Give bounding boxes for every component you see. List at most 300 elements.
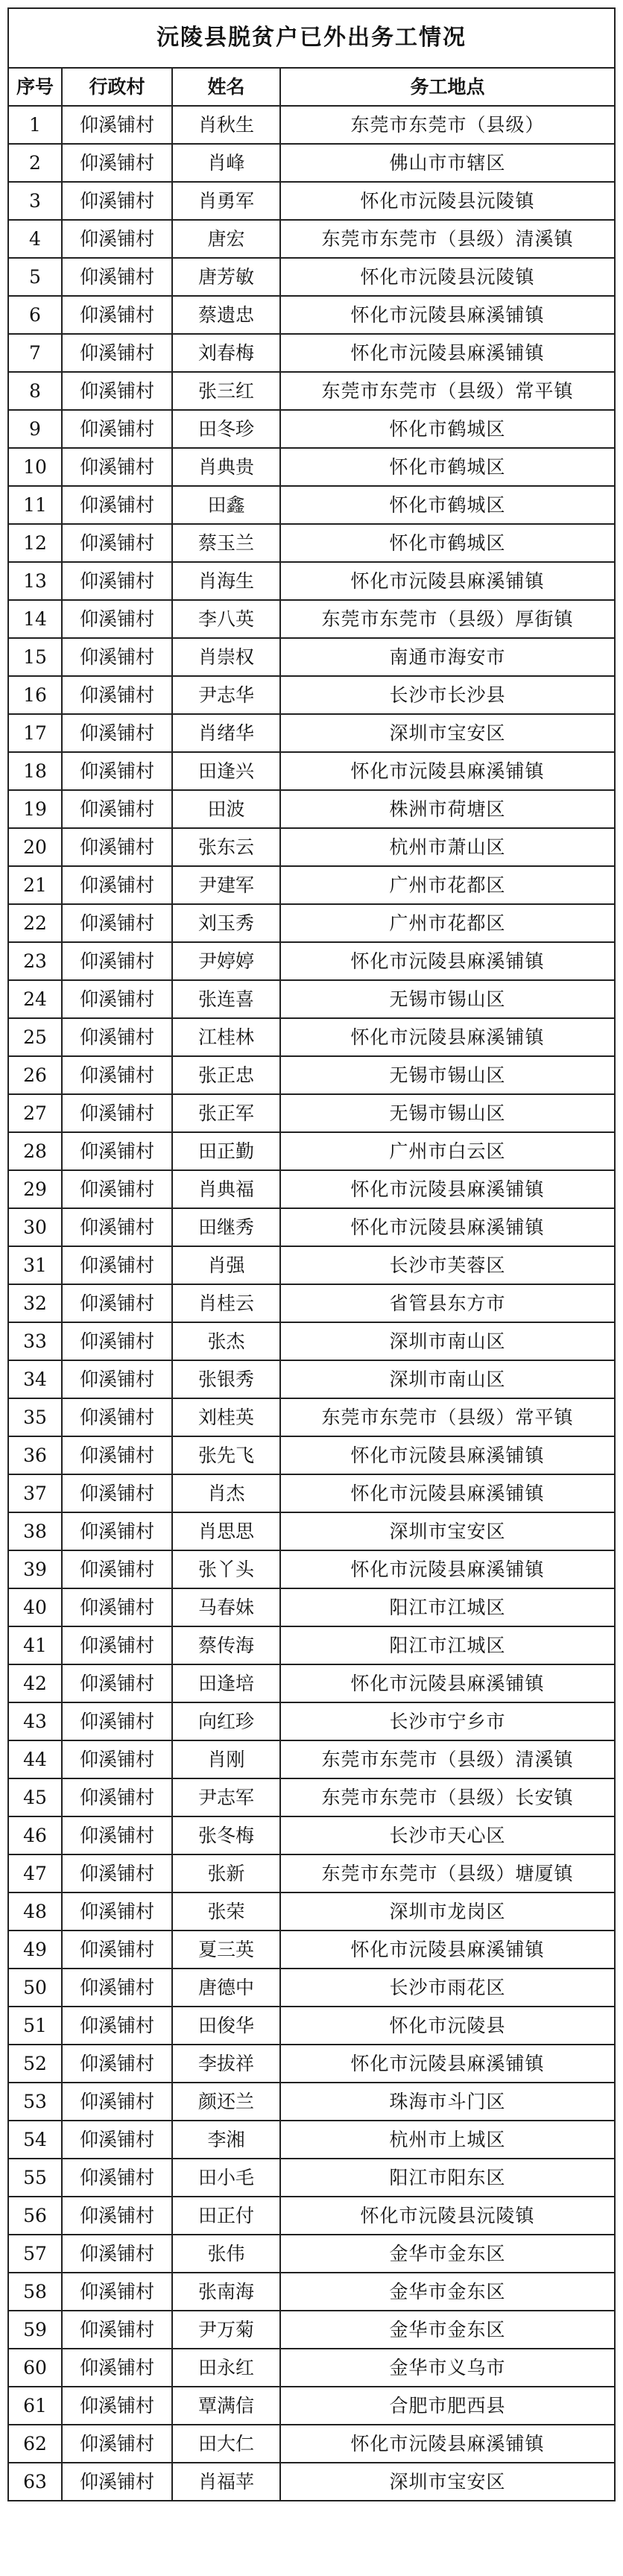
cell-name: 肖绪华 <box>172 714 280 752</box>
cell-name: 张三红 <box>172 372 280 410</box>
cell-village: 仰溪铺村 <box>62 562 172 600</box>
cell-no: 56 <box>8 2197 62 2235</box>
cell-place: 东莞市东莞市（县级） <box>280 106 615 144</box>
cell-village: 仰溪铺村 <box>62 334 172 372</box>
cell-no: 57 <box>8 2235 62 2273</box>
cell-name: 肖典贵 <box>172 448 280 486</box>
cell-no: 4 <box>8 220 62 258</box>
cell-village: 仰溪铺村 <box>62 1892 172 1931</box>
cell-village: 仰溪铺村 <box>62 1436 172 1474</box>
table-row <box>8 1322 615 1360</box>
cell-place: 珠海市斗门区 <box>280 2083 615 2121</box>
cell-place: 怀化市沅陵县麻溪铺镇 <box>280 1170 615 1208</box>
cell-no: 61 <box>8 2387 62 2425</box>
cell-village: 仰溪铺村 <box>62 1626 172 1664</box>
cell-place: 怀化市沅陵县麻溪铺镇 <box>280 562 615 600</box>
cell-village: 仰溪铺村 <box>62 1284 172 1322</box>
table-row <box>8 828 615 866</box>
cell-name: 肖杰 <box>172 1474 280 1512</box>
cell-name: 尹万菊 <box>172 2311 280 2349</box>
cell-village: 仰溪铺村 <box>62 410 172 448</box>
cell-place: 杭州市萧山区 <box>280 828 615 866</box>
cell-name: 田波 <box>172 790 280 828</box>
table-row <box>8 2045 615 2083</box>
cell-no: 27 <box>8 1094 62 1132</box>
table-row <box>8 448 615 486</box>
header-no: 序号 <box>8 68 62 106</box>
cell-village: 仰溪铺村 <box>62 144 172 182</box>
cell-name: 肖典福 <box>172 1170 280 1208</box>
table-row <box>8 1892 615 1931</box>
cell-place: 怀化市沅陵县沅陵镇 <box>280 182 615 220</box>
cell-village: 仰溪铺村 <box>62 1094 172 1132</box>
cell-name: 田俊华 <box>172 2007 280 2045</box>
cell-no: 62 <box>8 2425 62 2463</box>
cell-place: 金华市金东区 <box>280 2235 615 2273</box>
cell-no: 8 <box>8 372 62 410</box>
cell-place: 省管县东方市 <box>280 1284 615 1322</box>
cell-no: 19 <box>8 790 62 828</box>
table-body <box>8 106 615 2501</box>
cell-no: 18 <box>8 752 62 790</box>
cell-no: 28 <box>8 1132 62 1170</box>
cell-village: 仰溪铺村 <box>62 1056 172 1094</box>
cell-village: 仰溪铺村 <box>62 106 172 144</box>
cell-place: 深圳市龙岗区 <box>280 1892 615 1931</box>
cell-place: 长沙市宁乡市 <box>280 1702 615 1740</box>
header-village: 行政村 <box>62 68 172 106</box>
header-row <box>8 68 615 106</box>
table-row <box>8 1512 615 1550</box>
table-row <box>8 638 615 676</box>
cell-no: 24 <box>8 980 62 1018</box>
cell-name: 张连喜 <box>172 980 280 1018</box>
cell-village: 仰溪铺村 <box>62 790 172 828</box>
table-row <box>8 562 615 600</box>
cell-name: 张南海 <box>172 2273 280 2311</box>
cell-no: 23 <box>8 942 62 980</box>
cell-village: 仰溪铺村 <box>62 2197 172 2235</box>
cell-name: 肖海生 <box>172 562 280 600</box>
cell-village: 仰溪铺村 <box>62 904 172 942</box>
cell-place: 怀化市沅陵县麻溪铺镇 <box>280 1474 615 1512</box>
cell-place: 怀化市鹤城区 <box>280 410 615 448</box>
cell-name: 唐德中 <box>172 1969 280 2007</box>
table-row <box>8 1702 615 1740</box>
cell-village: 仰溪铺村 <box>62 676 172 714</box>
cell-name: 向红珍 <box>172 1702 280 1740</box>
cell-no: 40 <box>8 1588 62 1626</box>
table-title: 沅陵县脱贫户已外出务工情况 <box>8 8 615 68</box>
cell-place: 怀化市沅陵县 <box>280 2007 615 2045</box>
table-row <box>8 752 615 790</box>
table-row <box>8 942 615 980</box>
cell-place: 长沙市长沙县 <box>280 676 615 714</box>
cell-name: 李八英 <box>172 600 280 638</box>
cell-village: 仰溪铺村 <box>62 638 172 676</box>
cell-place: 东莞市东莞市（县级）厚街镇 <box>280 600 615 638</box>
cell-place: 怀化市沅陵县麻溪铺镇 <box>280 334 615 372</box>
cell-village: 仰溪铺村 <box>62 2159 172 2197</box>
cell-place: 深圳市南山区 <box>280 1360 615 1398</box>
table-row <box>8 2273 615 2311</box>
cell-no: 47 <box>8 1854 62 1892</box>
cell-name: 张正军 <box>172 1094 280 1132</box>
cell-place: 阳江市江城区 <box>280 1626 615 1664</box>
table-row <box>8 866 615 904</box>
cell-no: 13 <box>8 562 62 600</box>
table-row <box>8 410 615 448</box>
table-row <box>8 372 615 410</box>
cell-place: 怀化市沅陵县沅陵镇 <box>280 2197 615 2235</box>
cell-village: 仰溪铺村 <box>62 2121 172 2159</box>
table-row <box>8 1778 615 1816</box>
cell-name: 田逢培 <box>172 1664 280 1702</box>
cell-place: 东莞市东莞市（县级）长安镇 <box>280 1778 615 1816</box>
cell-place: 怀化市鹤城区 <box>280 486 615 524</box>
table-row <box>8 714 615 752</box>
table-row <box>8 1740 615 1778</box>
cell-name: 肖勇军 <box>172 182 280 220</box>
cell-village: 仰溪铺村 <box>62 182 172 220</box>
table-row <box>8 1474 615 1512</box>
cell-name: 颜还兰 <box>172 2083 280 2121</box>
cell-place: 东莞市东莞市（县级）清溪镇 <box>280 1740 615 1778</box>
cell-village: 仰溪铺村 <box>62 1398 172 1436</box>
table-row <box>8 2349 615 2387</box>
cell-place: 广州市花都区 <box>280 904 615 942</box>
cell-no: 3 <box>8 182 62 220</box>
cell-name: 肖刚 <box>172 1740 280 1778</box>
cell-village: 仰溪铺村 <box>62 2463 172 2501</box>
cell-no: 58 <box>8 2273 62 2311</box>
cell-village: 仰溪铺村 <box>62 1969 172 2007</box>
table-row <box>8 600 615 638</box>
table-row <box>8 2425 615 2463</box>
cell-village: 仰溪铺村 <box>62 2387 172 2425</box>
table-row <box>8 1246 615 1284</box>
cell-village: 仰溪铺村 <box>62 2045 172 2083</box>
cell-no: 25 <box>8 1018 62 1056</box>
table-row <box>8 1018 615 1056</box>
cell-name: 肖峰 <box>172 144 280 182</box>
cell-name: 尹志华 <box>172 676 280 714</box>
cell-place: 怀化市沅陵县麻溪铺镇 <box>280 752 615 790</box>
cell-place: 怀化市沅陵县麻溪铺镇 <box>280 2045 615 2083</box>
cell-name: 尹婷婷 <box>172 942 280 980</box>
table-row <box>8 1436 615 1474</box>
cell-name: 张东云 <box>172 828 280 866</box>
cell-name: 田鑫 <box>172 486 280 524</box>
table-row <box>8 1931 615 1969</box>
cell-village: 仰溪铺村 <box>62 752 172 790</box>
cell-place: 怀化市沅陵县麻溪铺镇 <box>280 1931 615 1969</box>
cell-name: 田正付 <box>172 2197 280 2235</box>
cell-no: 38 <box>8 1512 62 1550</box>
cell-village: 仰溪铺村 <box>62 2273 172 2311</box>
cell-village: 仰溪铺村 <box>62 980 172 1018</box>
cell-name: 蔡玉兰 <box>172 524 280 562</box>
cell-no: 51 <box>8 2007 62 2045</box>
cell-name: 肖崇权 <box>172 638 280 676</box>
cell-no: 53 <box>8 2083 62 2121</box>
cell-village: 仰溪铺村 <box>62 942 172 980</box>
table-row <box>8 1094 615 1132</box>
cell-village: 仰溪铺村 <box>62 1474 172 1512</box>
table-row <box>8 144 615 182</box>
cell-place: 无锡市锡山区 <box>280 1056 615 1094</box>
table-row <box>8 904 615 942</box>
cell-village: 仰溪铺村 <box>62 1664 172 1702</box>
cell-name: 夏三英 <box>172 1931 280 1969</box>
cell-no: 10 <box>8 448 62 486</box>
table-row <box>8 334 615 372</box>
table-row <box>8 2197 615 2235</box>
table-row <box>8 1969 615 2007</box>
cell-no: 60 <box>8 2349 62 2387</box>
cell-place: 南通市海安市 <box>280 638 615 676</box>
cell-name: 蔡遗忠 <box>172 296 280 334</box>
table-row <box>8 1398 615 1436</box>
cell-name: 张杰 <box>172 1322 280 1360</box>
cell-no: 45 <box>8 1778 62 1816</box>
document-sheet <box>7 7 614 2501</box>
cell-place: 怀化市沅陵县麻溪铺镇 <box>280 1436 615 1474</box>
cell-village: 仰溪铺村 <box>62 2083 172 2121</box>
cell-name: 田小毛 <box>172 2159 280 2197</box>
cell-place: 东莞市东莞市（县级）清溪镇 <box>280 220 615 258</box>
header-place: 务工地点 <box>280 68 615 106</box>
cell-name: 唐宏 <box>172 220 280 258</box>
cell-place: 合肥市肥西县 <box>280 2387 615 2425</box>
table-row <box>8 296 615 334</box>
cell-village: 仰溪铺村 <box>62 714 172 752</box>
cell-village: 仰溪铺村 <box>62 2425 172 2463</box>
cell-village: 仰溪铺村 <box>62 1854 172 1892</box>
table-row <box>8 2235 615 2273</box>
cell-village: 仰溪铺村 <box>62 372 172 410</box>
cell-village: 仰溪铺村 <box>62 866 172 904</box>
cell-place: 杭州市上城区 <box>280 2121 615 2159</box>
table-row <box>8 486 615 524</box>
table-row <box>8 1854 615 1892</box>
cell-no: 22 <box>8 904 62 942</box>
cell-no: 39 <box>8 1550 62 1588</box>
cell-name: 李拔祥 <box>172 2045 280 2083</box>
cell-place: 东莞市东莞市（县级）塘厦镇 <box>280 1854 615 1892</box>
cell-no: 29 <box>8 1170 62 1208</box>
cell-village: 仰溪铺村 <box>62 1322 172 1360</box>
cell-no: 30 <box>8 1208 62 1246</box>
table-row <box>8 2463 615 2501</box>
cell-village: 仰溪铺村 <box>62 1208 172 1246</box>
cell-no: 44 <box>8 1740 62 1778</box>
cell-name: 张冬梅 <box>172 1816 280 1854</box>
cell-no: 26 <box>8 1056 62 1094</box>
cell-place: 金华市金东区 <box>280 2273 615 2311</box>
cell-village: 仰溪铺村 <box>62 1246 172 1284</box>
cell-name: 刘玉秀 <box>172 904 280 942</box>
cell-village: 仰溪铺村 <box>62 448 172 486</box>
table-row <box>8 524 615 562</box>
cell-place: 深圳市宝安区 <box>280 1512 615 1550</box>
cell-no: 37 <box>8 1474 62 1512</box>
cell-place: 深圳市南山区 <box>280 1322 615 1360</box>
cell-village: 仰溪铺村 <box>62 2007 172 2045</box>
cell-no: 5 <box>8 258 62 296</box>
cell-no: 36 <box>8 1436 62 1474</box>
table-row <box>8 2311 615 2349</box>
cell-name: 肖福苹 <box>172 2463 280 2501</box>
cell-name: 江桂林 <box>172 1018 280 1056</box>
table-row <box>8 1056 615 1094</box>
cell-village: 仰溪铺村 <box>62 828 172 866</box>
cell-no: 52 <box>8 2045 62 2083</box>
table-row <box>8 1132 615 1170</box>
cell-name: 张新 <box>172 1854 280 1892</box>
cell-no: 14 <box>8 600 62 638</box>
cell-name: 尹志军 <box>172 1778 280 1816</box>
cell-village: 仰溪铺村 <box>62 220 172 258</box>
cell-place: 长沙市天心区 <box>280 1816 615 1854</box>
cell-no: 9 <box>8 410 62 448</box>
cell-village: 仰溪铺村 <box>62 1550 172 1588</box>
cell-village: 仰溪铺村 <box>62 1778 172 1816</box>
cell-no: 48 <box>8 1892 62 1931</box>
cell-name: 刘桂英 <box>172 1398 280 1436</box>
cell-no: 46 <box>8 1816 62 1854</box>
cell-name: 尹建军 <box>172 866 280 904</box>
table-row <box>8 1284 615 1322</box>
cell-no: 42 <box>8 1664 62 1702</box>
table-row <box>8 1170 615 1208</box>
cell-no: 17 <box>8 714 62 752</box>
cell-no: 50 <box>8 1969 62 2007</box>
cell-village: 仰溪铺村 <box>62 296 172 334</box>
cell-place: 金华市金东区 <box>280 2311 615 2349</box>
table-row <box>8 1588 615 1626</box>
table-row <box>8 2159 615 2197</box>
cell-name: 田大仁 <box>172 2425 280 2463</box>
cell-name: 张银秀 <box>172 1360 280 1398</box>
cell-no: 54 <box>8 2121 62 2159</box>
cell-no: 16 <box>8 676 62 714</box>
table-row <box>8 1550 615 1588</box>
table-row <box>8 182 615 220</box>
cell-name: 唐芳敏 <box>172 258 280 296</box>
table-row <box>8 1626 615 1664</box>
cell-no: 63 <box>8 2463 62 2501</box>
cell-place: 株洲市荷塘区 <box>280 790 615 828</box>
cell-village: 仰溪铺村 <box>62 524 172 562</box>
cell-name: 田正勤 <box>172 1132 280 1170</box>
cell-village: 仰溪铺村 <box>62 2311 172 2349</box>
cell-name: 肖强 <box>172 1246 280 1284</box>
cell-place: 怀化市鹤城区 <box>280 524 615 562</box>
cell-place: 深圳市宝安区 <box>280 2463 615 2501</box>
cell-no: 34 <box>8 1360 62 1398</box>
cell-village: 仰溪铺村 <box>62 1702 172 1740</box>
cell-place: 怀化市沅陵县沅陵镇 <box>280 258 615 296</box>
table-row <box>8 1360 615 1398</box>
cell-village: 仰溪铺村 <box>62 1740 172 1778</box>
table-row <box>8 2007 615 2045</box>
cell-village: 仰溪铺村 <box>62 1931 172 1969</box>
cell-name: 田永红 <box>172 2349 280 2387</box>
cell-place: 怀化市沅陵县麻溪铺镇 <box>280 296 615 334</box>
cell-name: 马春妹 <box>172 1588 280 1626</box>
workers-table <box>7 7 616 2501</box>
table-row <box>8 106 615 144</box>
cell-place: 东莞市东莞市（县级）常平镇 <box>280 372 615 410</box>
cell-no: 6 <box>8 296 62 334</box>
cell-no: 41 <box>8 1626 62 1664</box>
cell-place: 怀化市沅陵县麻溪铺镇 <box>280 1664 615 1702</box>
cell-place: 怀化市沅陵县麻溪铺镇 <box>280 2425 615 2463</box>
header-name: 姓名 <box>172 68 280 106</box>
cell-village: 仰溪铺村 <box>62 1170 172 1208</box>
cell-no: 35 <box>8 1398 62 1436</box>
cell-place: 金华市义乌市 <box>280 2349 615 2387</box>
cell-no: 55 <box>8 2159 62 2197</box>
cell-no: 11 <box>8 486 62 524</box>
cell-place: 长沙市雨花区 <box>280 1969 615 2007</box>
cell-name: 田冬珍 <box>172 410 280 448</box>
cell-place: 怀化市沅陵县麻溪铺镇 <box>280 1550 615 1588</box>
cell-no: 43 <box>8 1702 62 1740</box>
cell-name: 张丫头 <box>172 1550 280 1588</box>
cell-no: 7 <box>8 334 62 372</box>
cell-name: 刘春梅 <box>172 334 280 372</box>
cell-no: 15 <box>8 638 62 676</box>
table-row <box>8 1664 615 1702</box>
cell-no: 12 <box>8 524 62 562</box>
title-row <box>8 8 615 68</box>
cell-no: 1 <box>8 106 62 144</box>
cell-place: 广州市花都区 <box>280 866 615 904</box>
cell-no: 33 <box>8 1322 62 1360</box>
cell-name: 覃满信 <box>172 2387 280 2425</box>
cell-no: 21 <box>8 866 62 904</box>
cell-no: 49 <box>8 1931 62 1969</box>
table-row <box>8 2387 615 2425</box>
cell-place: 阳江市江城区 <box>280 1588 615 1626</box>
table-row <box>8 980 615 1018</box>
cell-place: 长沙市芙蓉区 <box>280 1246 615 1284</box>
cell-name: 李湘 <box>172 2121 280 2159</box>
cell-place: 广州市白云区 <box>280 1132 615 1170</box>
cell-village: 仰溪铺村 <box>62 1512 172 1550</box>
cell-place: 阳江市阳东区 <box>280 2159 615 2197</box>
cell-name: 田继秀 <box>172 1208 280 1246</box>
cell-place: 怀化市沅陵县麻溪铺镇 <box>280 1208 615 1246</box>
cell-no: 59 <box>8 2311 62 2349</box>
cell-village: 仰溪铺村 <box>62 258 172 296</box>
cell-place: 无锡市锡山区 <box>280 1094 615 1132</box>
cell-village: 仰溪铺村 <box>62 600 172 638</box>
cell-no: 32 <box>8 1284 62 1322</box>
table-row <box>8 676 615 714</box>
cell-name: 张正忠 <box>172 1056 280 1094</box>
cell-place: 东莞市东莞市（县级）常平镇 <box>280 1398 615 1436</box>
cell-place: 佛山市市辖区 <box>280 144 615 182</box>
cell-village: 仰溪铺村 <box>62 1816 172 1854</box>
cell-name: 张荣 <box>172 1892 280 1931</box>
cell-no: 2 <box>8 144 62 182</box>
cell-place: 深圳市宝安区 <box>280 714 615 752</box>
table-row <box>8 220 615 258</box>
cell-name: 张伟 <box>172 2235 280 2273</box>
